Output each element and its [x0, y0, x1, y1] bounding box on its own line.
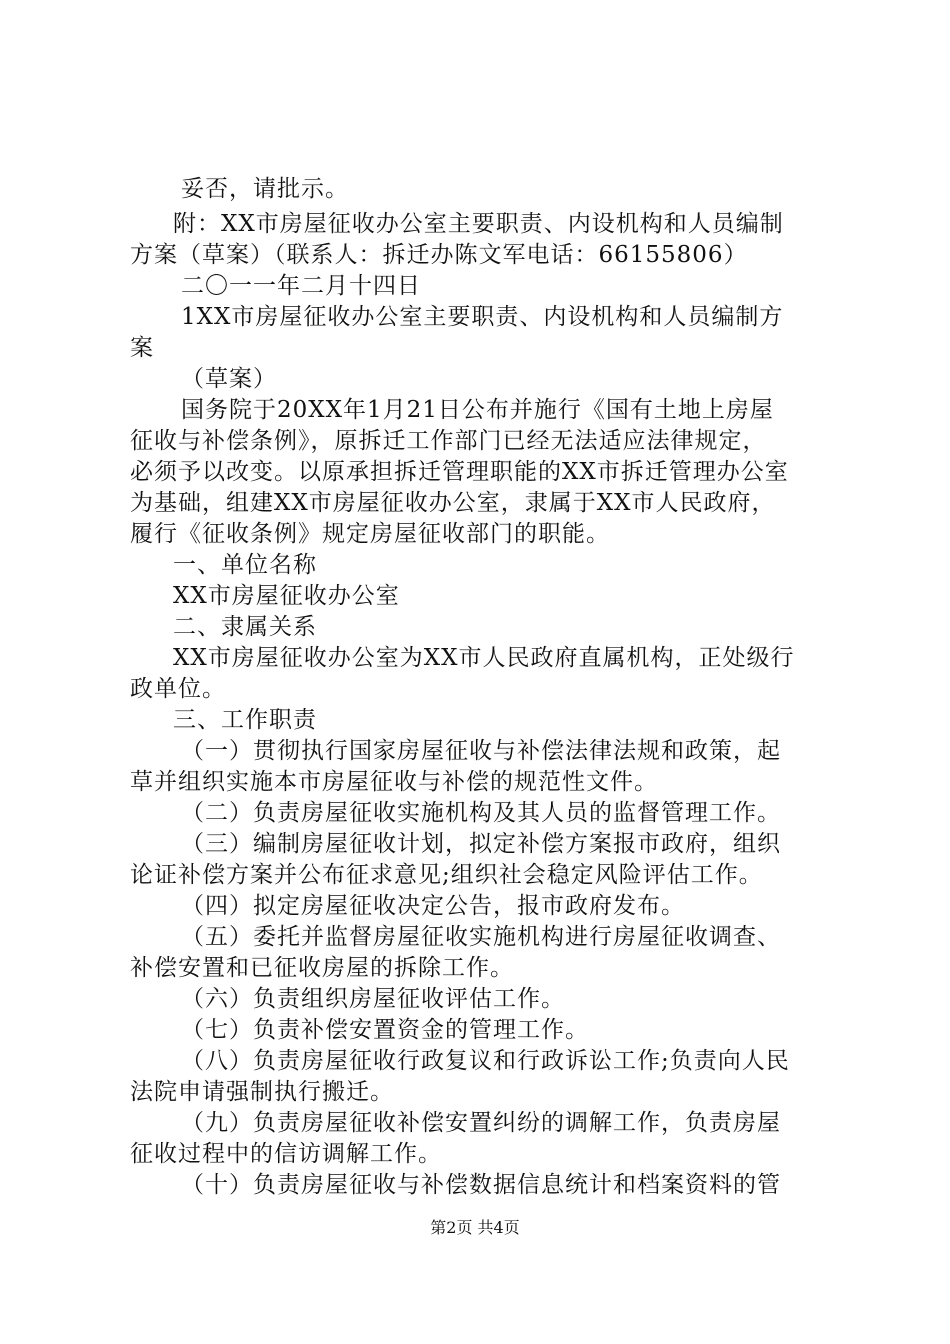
text-line: XX市房屋征收办公室为XX市人民政府直属机构，正处级行 — [173, 645, 795, 671]
text-line: （九）负责房屋征收补偿安置纠纷的调解工作，负责房屋 — [181, 1110, 781, 1136]
text-line: （四）拟定房屋征收决定公告，报市政府发布。 — [181, 893, 685, 919]
text-line: 法院申请强制执行搬迁。 — [130, 1079, 394, 1105]
text-line: （八）负责房屋征收行政复议和行政诉讼工作;负责向人民 — [181, 1048, 790, 1074]
text-line: 国务院于20XX年1月21日公布并施行《国有土地上房屋 — [181, 397, 774, 423]
text-line: 政单位。 — [130, 676, 226, 702]
text-line: 一、单位名称 — [173, 552, 317, 578]
text-line: 论证补偿方案并公布征求意见;组织社会稳定风险评估工作。 — [130, 862, 763, 888]
text-line: 草并组织实施本市房屋征收与补偿的规范性文件。 — [130, 769, 658, 795]
text-line: 附：XX市房屋征收办公室主要职责、内设机构和人员编制 — [173, 211, 784, 237]
text-line: （七）负责补偿安置资金的管理工作。 — [181, 1017, 589, 1043]
text-line: （六）负责组织房屋征收评估工作。 — [181, 986, 565, 1012]
text-line: （二）负责房屋征收实施机构及其人员的监督管理工作。 — [181, 800, 781, 826]
text-line: （五）委托并监督房屋征收实施机构进行房屋征收调查、 — [181, 924, 781, 950]
text-line: 二〇一一年二月十四日 — [181, 273, 421, 299]
text-line: 妥否，请批示。 — [181, 176, 349, 202]
text-line: 为基础，组建XX市房屋征收办公室，隶属于XX市人民政府， — [130, 490, 776, 516]
text-line: 案 — [130, 335, 154, 361]
text-line: 二、隶属关系 — [173, 614, 317, 640]
text-line: （三）编制房屋征收计划，拟定补偿方案报市政府，组织 — [181, 831, 781, 857]
text-line: （一）贯彻执行国家房屋征收与补偿法律法规和政策，起 — [181, 738, 781, 764]
page-footer: 第2页 共4页 — [430, 1218, 520, 1237]
text-line: 征收与补偿条例》，原拆迁工作部门已经无法适应法律规定， — [130, 428, 767, 454]
text-line: 补偿安置和已征收房屋的拆除工作。 — [130, 955, 514, 981]
text-line: （草案） — [181, 366, 277, 392]
text-line: 方案（草案）（联系人：拆迁办陈文军电话：66155806） — [130, 242, 748, 268]
text-line: 履行《征收条例》规定房屋征收部门的职能。 — [130, 521, 610, 547]
text-line: XX市房屋征收办公室 — [173, 583, 400, 609]
text-line: 必须予以改变。以原承担拆迁管理职能的XX市拆迁管理办公室 — [130, 459, 789, 485]
text-line: 征收过程中的信访调解工作。 — [130, 1141, 442, 1167]
text-line: 三、工作职责 — [173, 707, 317, 733]
text-line: （十）负责房屋征收与补偿数据信息统计和档案资料的管 — [181, 1172, 781, 1198]
text-line: 1XX市房屋征收办公室主要职责、内设机构和人员编制方 — [181, 304, 784, 330]
